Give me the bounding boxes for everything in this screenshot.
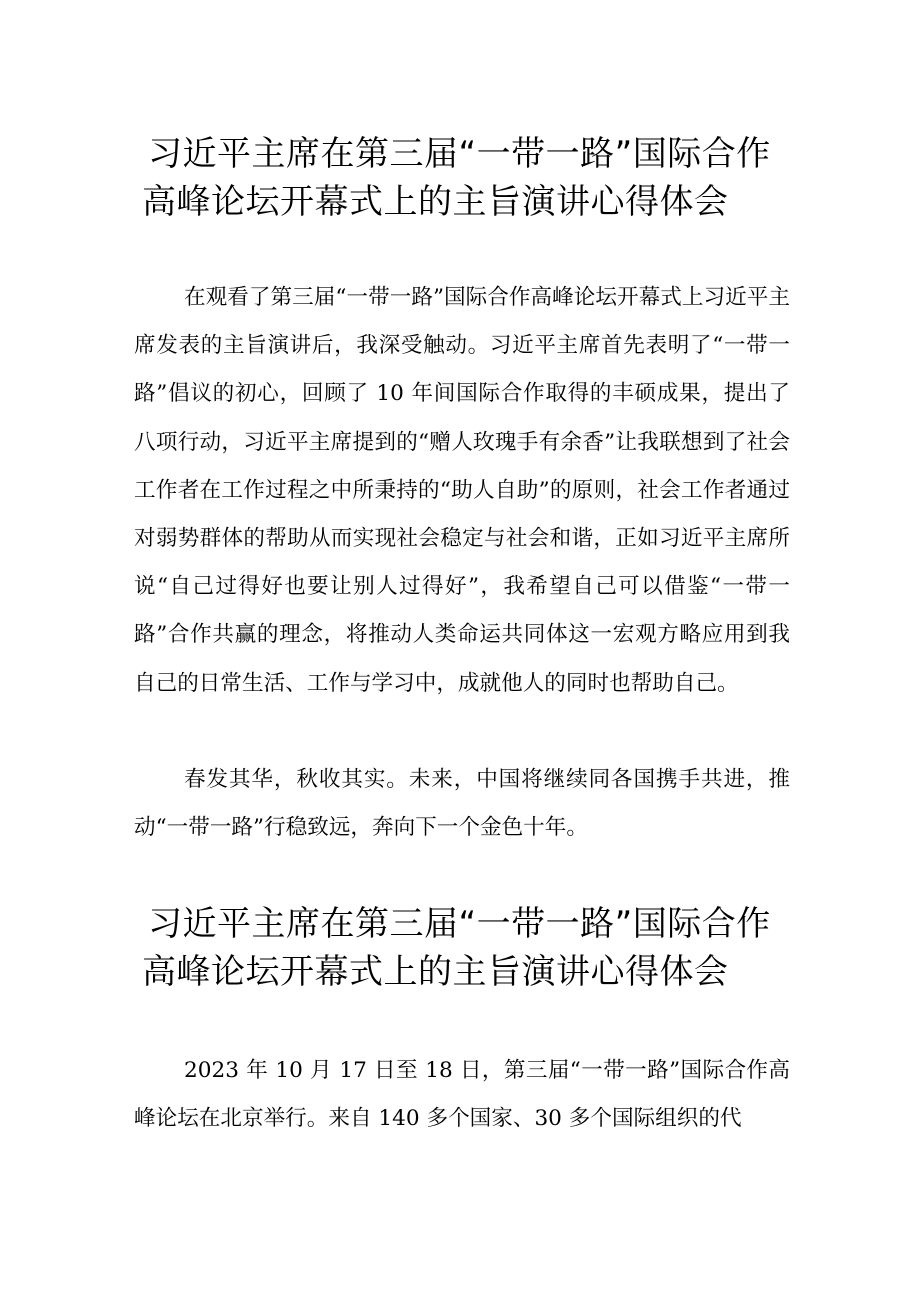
article-title (142, 130, 808, 226)
article-title (142, 900, 808, 996)
article-title-line-1: 习近平主席在第三届“一带一路”国际合作 (148, 904, 771, 944)
article-title-line-2: 高峰论坛开幕式上的主旨演讲心得体会 (142, 952, 729, 992)
article-title-line-1: 习近平主席在第三届“一带一路”国际合作 (148, 134, 771, 174)
article-title-line-2: 高峰论坛开幕式上的主旨演讲心得体会 (142, 182, 729, 222)
body-paragraph: 2023 年 10 月 17 日至 18 日，第三届“一带一路”国际合作高峰论坛在北京举行。来自 140 多个国家、30 多个国际组织的代 (134, 1058, 790, 1132)
body-paragraph: 在观看了第三届“一带一路”国际合作高峰论坛开幕式上习近平主席发表的主旨演讲后，我深受触动。习近平主席首先表明了“一带一路”倡议的初心，回顾了 10 年间国际合作取得的丰硕成果，提出了八项行动，习近平主席提到的“赠人玫瑰手有余香”让我联想到了社会工作者在工作过程之中所秉持的“助人自助”的原则，社会工作者通过对弱势群体的帮助从而实现社会稳定与社会和谐，正如习近平主席所说“自己过得好也要让别人过得好”，我希望自己可以借鉴“一带一路”合作共赢的理念，将推动人类命运共同体这一宏观方略应用到我自己的日常生活、工作与学习中，成就他人的同时也帮助自己。 (134, 285, 790, 696)
body-paragraph: 春发其华，秋收其实。未来，中国将继续同各国携手共进，推动“一带一路”行稳致远，奔向下一个金色十年。 (134, 767, 790, 841)
